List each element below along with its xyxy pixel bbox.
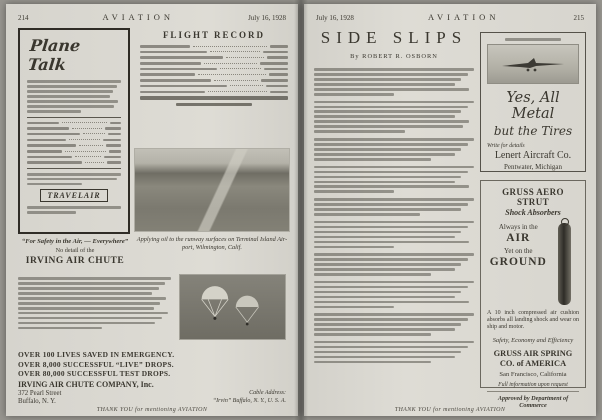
cable-value: “Irvin” Buffalo, N. Y., U. S. A. [212,397,286,404]
illegible-paragraph [314,198,474,216]
article-body [314,68,474,363]
gruss-city: San Francisco, California [499,370,567,378]
irving-company-address [18,380,154,405]
article-byline: By ROBERT R. OSBORN [350,53,438,60]
irving-city: Buffalo, N. Y. [18,398,56,405]
illegible-paragraph [314,138,474,161]
running-footer: THANK YOU for mentioning AVIATION [394,407,506,413]
illegible-paragraph [314,221,474,249]
irving-ad-headline [16,238,134,266]
gruss-body-text: A 10 inch compressed air cushion absorbs all landing shock and wear on ship and motor. [487,310,579,331]
page-gutter [294,0,308,420]
gruss-line-always: Always in the [498,223,538,231]
page-right [304,4,596,416]
airplane-icon [498,53,568,75]
illegible-spec-list [27,122,121,164]
illegible-paragraph [314,281,474,309]
illegible-caption [487,38,579,41]
irving-stats [18,350,286,379]
cable-label: Cable Address: [249,390,286,396]
divider [27,117,121,118]
journal-title: AVIATION [102,12,175,22]
irving-company-block [18,380,286,405]
gruss-tagline: Safety, Economy and Efficiency [492,336,574,344]
lenert-city: Pentwater, Michigan [503,162,563,171]
gruss-subtitle: Shock Absorbers [505,208,561,217]
issue-date: July 16, 1928 [316,14,354,22]
flight-record-title: FLIGHT RECORD [162,30,266,40]
parachute-icon [194,281,270,333]
airplane-photo [487,44,579,84]
lenert-company: Lenert Aircraft Co. [494,149,572,161]
gruss-approved-note: Approved by Department of Commerce [487,391,579,409]
irving-stat-2: OVER 8,000 SUCCESSFUL “LIVE” DROPS. [18,359,174,369]
illegible-paragraph [27,173,121,186]
page-header-left [18,12,286,22]
gruss-slogan-block [487,223,550,271]
gruss-middle [487,223,579,305]
running-footer: THANK YOU for mentioning AVIATION [96,407,208,413]
irving-ad-body [18,274,286,346]
illegible-paragraph [314,341,474,364]
strut-image-wrap [550,223,579,305]
lenert-headline-1: Yes, All Metal [506,89,560,122]
shock-absorber-image [558,223,571,305]
irving-subhead: No detail of the [55,247,95,254]
photo-caption-line2: port, Wilmington, Calif. [181,243,242,251]
irving-stat-1: OVER 100 LIVES SAVED IN EMERGENCY. [18,350,175,359]
lenert-headline-2: but the Tires [493,123,573,138]
parachute-photo [179,274,286,340]
lenert-write-note: Write for details [487,142,525,149]
side-slips-article [314,28,474,368]
gruss-company-line1: GRUSS AIR SPRING [493,348,573,358]
irving-company-name: IRVING AIR CHUTE COMPANY, Inc. [18,380,154,389]
gruss-company-line2: CO. of AMERICA [499,358,567,368]
gruss-line-yet: Yet on the [504,247,533,255]
illegible-paragraph [18,274,171,346]
photo-caption [134,236,290,251]
illegible-paragraph [27,206,121,214]
irving-cable-address [213,390,286,405]
illegible-paragraph [27,80,121,113]
page-number: 214 [18,14,29,22]
issue-date: July 16, 1928 [248,14,286,22]
illegible-paragraph [314,68,474,96]
gruss-title: GRUSS AERO STRUT [502,187,564,207]
lenert-ad [480,32,586,172]
page-left [6,4,298,416]
illegible-paragraph [314,101,474,134]
gruss-line-air: AIR [506,232,531,244]
article-title: SIDE SLIPS [320,28,468,47]
gruss-info-note: Full information upon request [498,381,568,388]
plane-talk-title: Plane Talk [27,36,82,74]
gruss-company [487,349,579,369]
illegible-logo-lines [140,96,288,106]
irving-stat-3: OVER 80,000 SUCCESSFUL TEST DROPS. [18,369,171,378]
irving-slogan: “For Safety in the Air, — Everywhere” [21,238,129,245]
irving-street: 372 Pearl Street [18,390,62,397]
divider [27,168,121,169]
gruss-ad [480,180,586,409]
illegible-spec-list [140,45,288,93]
illegible-paragraph [314,313,474,336]
irving-brand: IRVING AIR CHUTE [25,256,125,266]
photo-caption-line1: Applying oil to the runway surfaces on Terminal Island Air- [136,236,288,243]
illegible-paragraph [314,253,474,276]
plane-talk-ad [18,28,130,234]
page-number: 215 [573,14,584,22]
flight-record-panel [140,30,288,144]
page-header-right [316,12,584,22]
illegible-paragraph [314,166,474,194]
travelair-logo: TRAVELAIR [40,189,108,202]
journal-title: AVIATION [427,12,500,22]
airfield-aerial-photo [134,148,290,232]
gruss-line-ground: GROUND [489,256,547,268]
